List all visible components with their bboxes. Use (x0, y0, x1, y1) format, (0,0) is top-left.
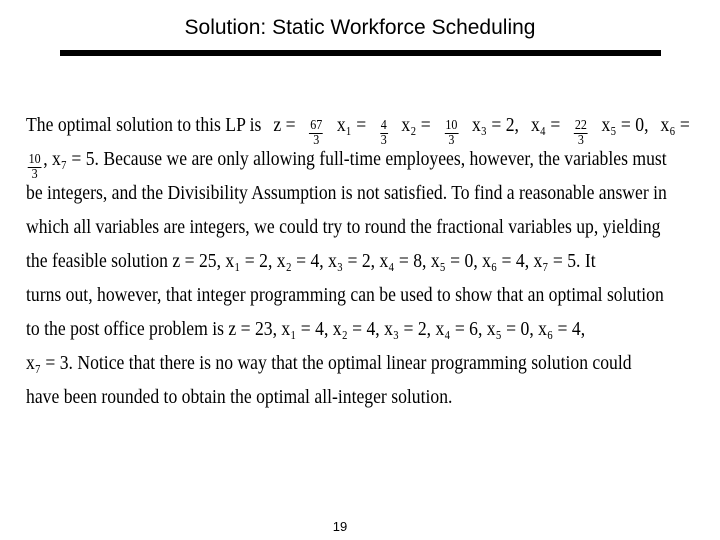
x6-fraction: $\frac{10}{3}$ (28, 152, 41, 182)
x1-fraction: $\frac{4}{3}$ (380, 118, 387, 148)
x5-value: x₅ = 0, (601, 114, 649, 136)
x3-value: x₃ = 2, (471, 114, 519, 136)
x2-label: x₂ = (401, 114, 431, 136)
excerpt-line-6: turns out, however, that integer programming can be used to show that an optimal solution (26, 284, 664, 306)
x6-label: x₆ = (660, 114, 690, 136)
excerpt-line-2 (26, 142, 690, 182)
excerpt-line-4: which all variables are integers, we could try to round the fractional variables up, yielding (26, 216, 661, 238)
line1-lead: The optimal solution to this LP is (26, 114, 262, 136)
excerpt-line-7: to the post office problem is z = 23, x₁ = 4, x₂ = 4, x₃ = 2, x₄ = 6, x₅ = 0, x₆ = 4, (26, 318, 586, 340)
x1-label: x₁ = (336, 114, 367, 136)
slide-title: Solution: Static Workforce Scheduling (184, 16, 536, 39)
excerpt-line-1 (26, 108, 690, 148)
excerpt-line-3: be integers, and the Divisibility Assumption is not satisfied. To find a reasonable answer in (26, 182, 667, 204)
line2-text: , x₇ = 5. Because we are only allowing full-time employees, however, the variables must (43, 148, 667, 170)
excerpt-line-5: the feasible solution z = 25, x₁ = 2, x₂ = 4, x₃ = 2, x₄ = 8, x₅ = 0, x₆ = 4, x₇ = 5. It (26, 250, 596, 272)
z-fraction: $\frac{67}{3}$ (310, 118, 323, 148)
x4-fraction: $\frac{22}{3}$ (574, 118, 587, 148)
page-number: 19 (332, 519, 348, 534)
x4-label: x₄ = (530, 114, 561, 136)
x2-fraction: $\frac{10}{3}$ (445, 118, 458, 148)
excerpt-line-8: x₇ = 3. Notice that there is no way that the optimal linear programming solution could (26, 352, 632, 374)
title-underline (60, 50, 661, 56)
z-label: z = (273, 114, 296, 136)
excerpt-line-9: have been rounded to obtain the optimal all-integer solution. (26, 386, 453, 408)
textbook-excerpt (26, 108, 690, 414)
